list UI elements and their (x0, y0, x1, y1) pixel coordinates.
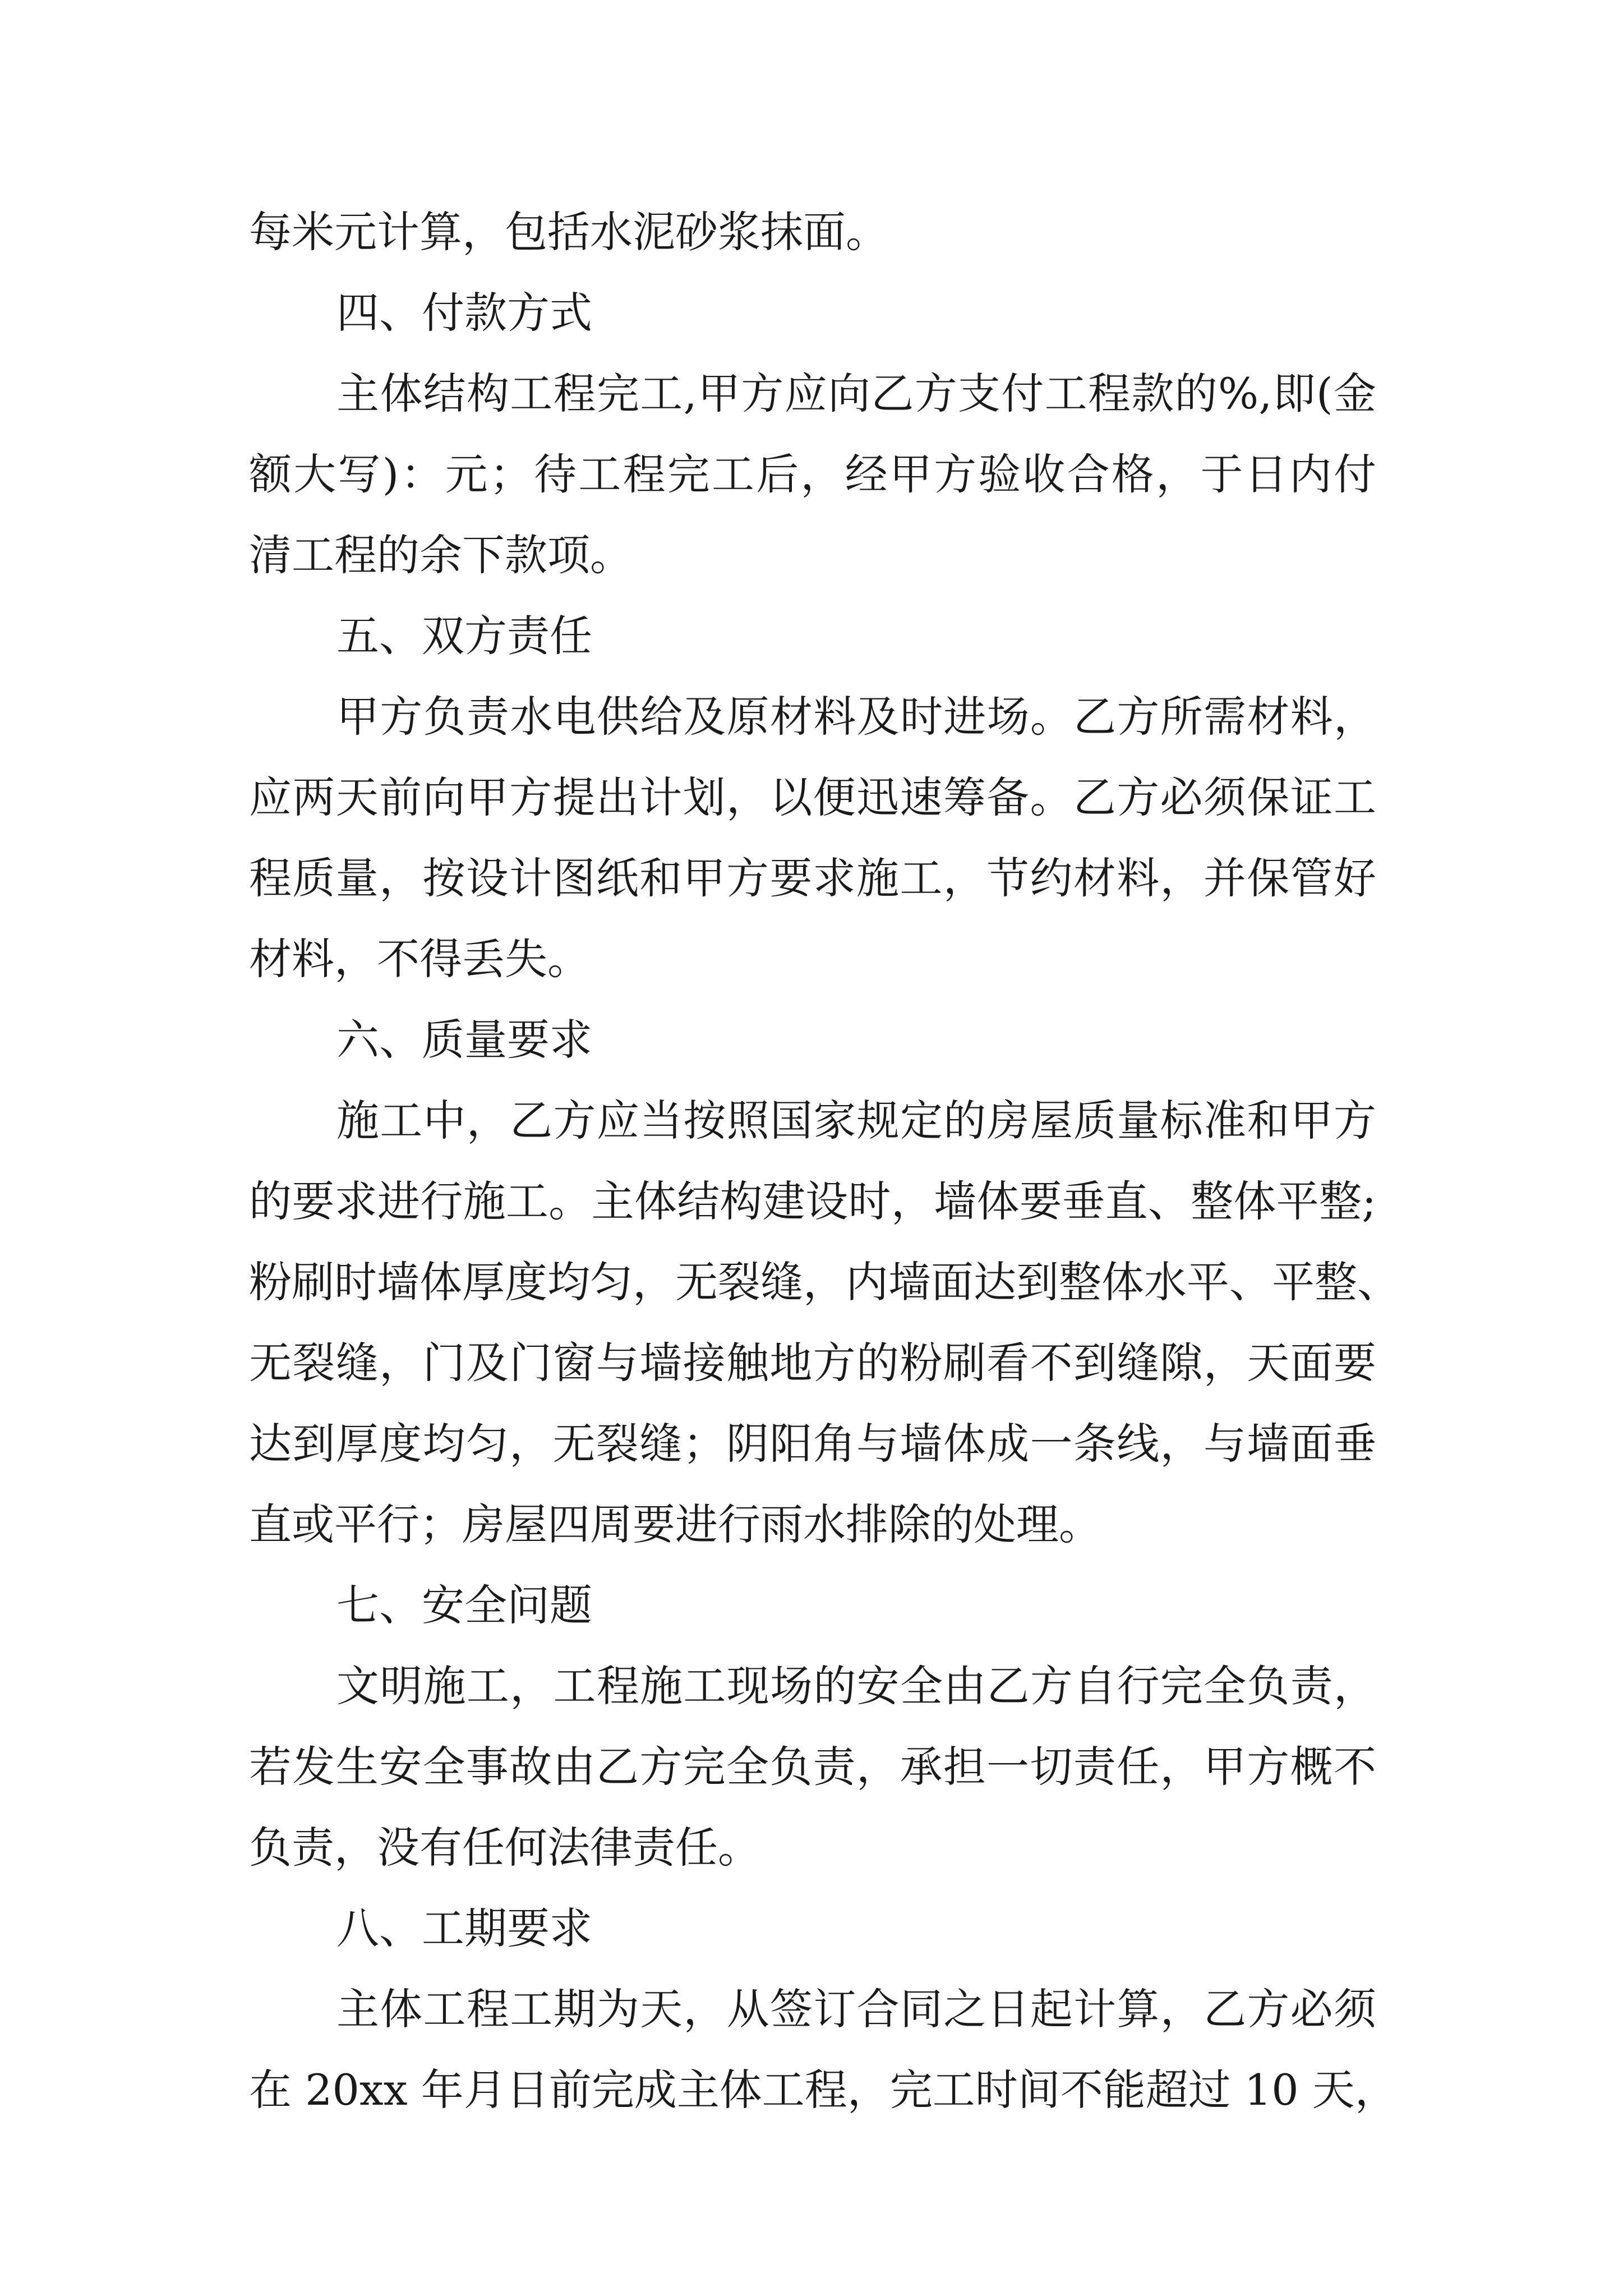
section-heading: 八、工期要求 (336, 1903, 592, 1953)
section-heading: 六、质量要求 (336, 1015, 592, 1065)
text-line: 的要求进行施工。主体结构建设时，墙体要垂直、整体平整; (249, 1176, 1376, 1226)
section-heading: 四、付款方式 (336, 288, 592, 338)
text-line: 粉刷时墙体厚度均匀，无裂缝，内墙面达到整体水平、平整、 (249, 1257, 1400, 1307)
text-line: 甲方负责水电供给及原材料及时进场。乙方所需材料， (336, 692, 1376, 742)
text-line: 若发生安全事故由乙方完全负责，承担一切责任，甲方概不 (249, 1742, 1376, 1792)
text-line: 应两天前向甲方提出计划，以便迅速筹备。乙方必须保证工 (249, 772, 1376, 822)
section-heading: 七、安全问题 (336, 1580, 592, 1630)
text-line: 施工中，乙方应当按照国家规定的房屋质量标准和甲方 (336, 1096, 1376, 1145)
text-line: 程质量，按设计图纸和甲方要求施工，节约材料，并保管好 (249, 853, 1376, 903)
text-line: 清工程的余下款项。 (249, 530, 633, 580)
text-line: 主体结构工程完工,甲方应向乙方支付工程款的%,即(金 (336, 369, 1376, 418)
text-line: 额大写)：元；待工程完工后，经甲方验收合格，于日内付 (249, 449, 1376, 499)
text-line: 主体工程工期为天，从签订合同之日起计算，乙方必须 (336, 1984, 1376, 2034)
text-line: 在 20xx 年月日前完成主体工程，完工时间不能超过 10 天， (249, 2065, 1398, 2115)
text-line: 直或平行；房屋四周要进行雨水排除的处理。 (249, 1499, 1101, 1549)
text-line: 材料，不得丢失。 (249, 934, 590, 984)
text-line: 无裂缝，门及门窗与墙接触地方的粉刷看不到缝隙，天面要 (249, 1338, 1376, 1388)
text-line: 负责，没有任何法律责任。 (249, 1823, 760, 1872)
text-line: 每米元计算，包括水泥砂浆抹面。 (249, 207, 888, 257)
section-heading: 五、双方责任 (336, 611, 592, 661)
text-line: 文明施工，工程施工现场的安全由乙方自行完全负责， (336, 1661, 1376, 1711)
text-line: 达到厚度均匀，无裂缝；阴阳角与墙体成一条线，与墙面垂 (249, 1419, 1376, 1469)
